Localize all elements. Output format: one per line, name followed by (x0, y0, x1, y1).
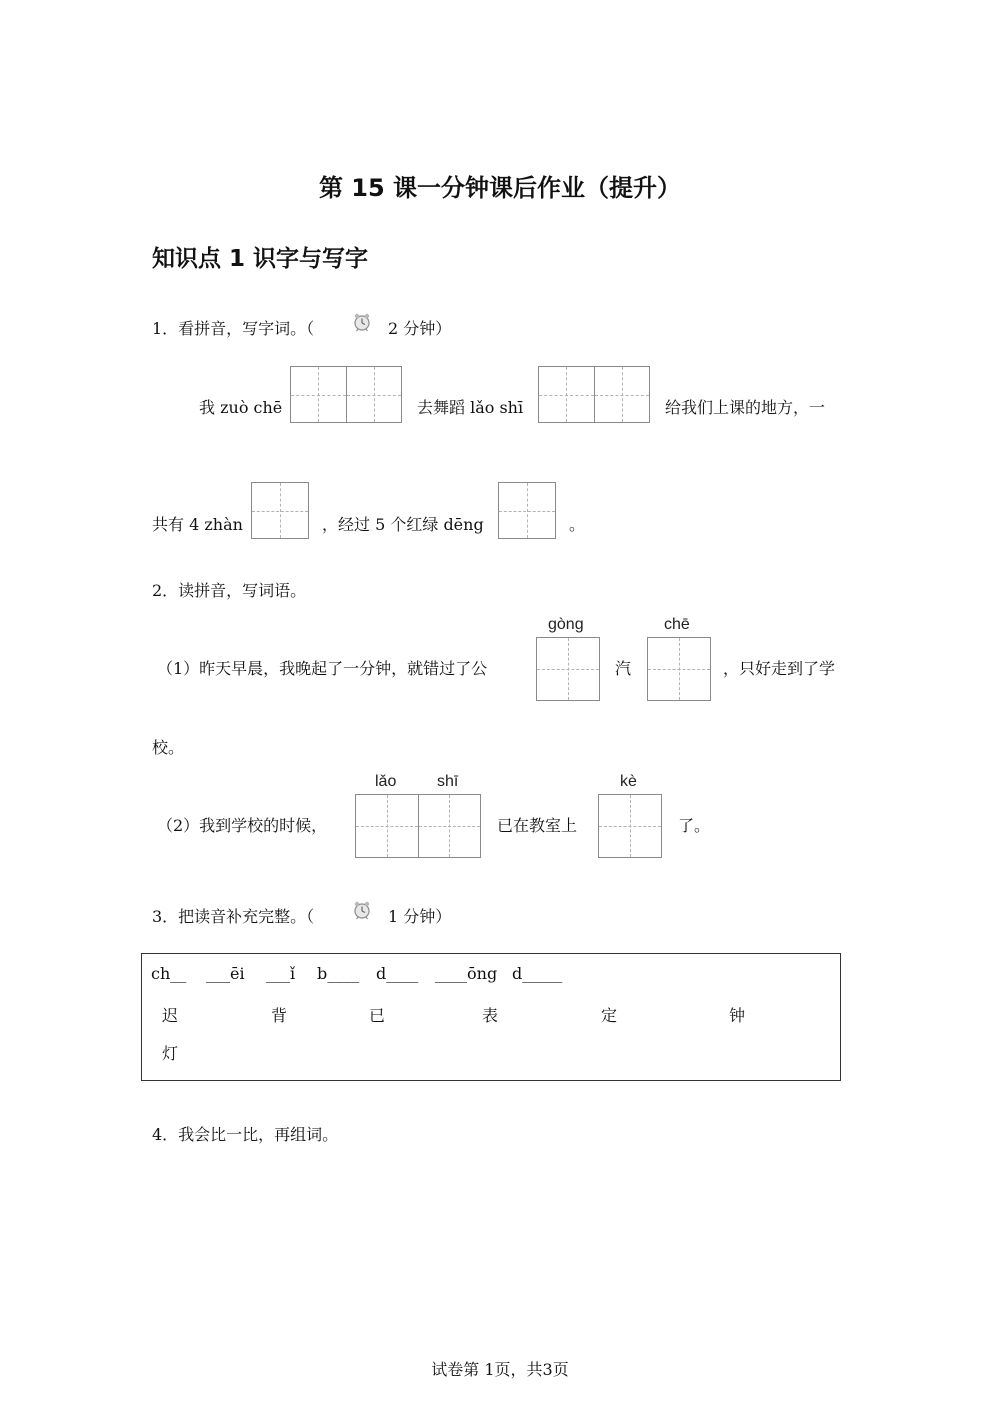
char-label: 灯 (162, 1044, 179, 1063)
q2-s1-text: （1）昨天早晨，我晚起了一分钟，就错过了公 (157, 659, 488, 678)
char-label: 表 (482, 1006, 499, 1025)
q4-label: 4．我会比一比，再组词。 (152, 1125, 339, 1144)
q1-text-3: 给我们上课的地方，一 (665, 398, 826, 417)
page-footer: 试卷第 1页，共3页 (431, 1360, 569, 1379)
q1-text-2: 去舞蹈 lǎo shī (417, 398, 524, 417)
q2-s1-cont: 校。 (152, 738, 185, 757)
q2-label: 2．读拼音，写词语。 (152, 581, 307, 600)
char-cell[interactable] (356, 795, 418, 857)
char-cell[interactable] (499, 483, 555, 538)
char-cell[interactable] (539, 367, 594, 422)
char-cell[interactable] (291, 367, 346, 422)
q2-s2-end: 了。 (678, 816, 711, 835)
q1-answer-box-4[interactable] (498, 482, 556, 539)
alarm-clock-icon (352, 312, 372, 332)
char-cell[interactable] (418, 795, 481, 857)
section-heading: 知识点 1 识字与写字 (152, 246, 369, 272)
char-cell[interactable] (594, 367, 650, 422)
q1-text-5: ，经过 5 个红绿 dēng (322, 515, 484, 534)
q2-s1-end: ，只好走到了学 (723, 659, 836, 678)
char-label: 迟 (162, 1006, 179, 1025)
pinyin-label: shī (437, 773, 459, 790)
q2-s1-mid: 汽 (615, 659, 632, 678)
q1-text-6: 。 (569, 515, 586, 534)
q3-label: 3．把读音补充完整。（ (152, 907, 315, 926)
char-cell[interactable] (537, 638, 599, 700)
char-label: 已 (369, 1006, 386, 1025)
q1-time: 2 分钟） (388, 319, 452, 338)
char-label: 钟 (729, 1006, 746, 1025)
pinyin-label: kè (620, 773, 637, 790)
pinyin-blank[interactable]: d____ (376, 964, 419, 983)
char-cell[interactable] (599, 795, 661, 857)
char-label: 定 (601, 1006, 618, 1025)
q2-s2-mid: 已在教室上 (497, 816, 578, 835)
pinyin-blank[interactable]: ch__ (151, 964, 187, 983)
pinyin-blank[interactable]: b____ (317, 964, 360, 983)
q1-text-1: 我 zuò chē (199, 398, 283, 417)
pinyin-label: lǎo (375, 773, 397, 790)
char-cell[interactable] (648, 638, 710, 700)
q2-answer-box-4[interactable] (598, 794, 662, 858)
char-cell[interactable] (346, 367, 402, 422)
q1-label: 1．看拼音，写字词。（ (152, 319, 315, 338)
pinyin-blank[interactable]: ___ēi (206, 964, 245, 983)
q2-answer-box-2[interactable] (647, 637, 711, 701)
pinyin-blank[interactable]: d_____ (512, 964, 563, 983)
q2-answer-box-3[interactable] (355, 794, 481, 858)
char-label: 背 (271, 1006, 288, 1025)
page-title: 第 15 课一分钟课后作业（提升） (318, 174, 682, 202)
pinyin-label: gòng (548, 616, 584, 633)
pinyin-blank[interactable]: ___ǐ (266, 964, 296, 983)
q3-time: 1 分钟） (388, 907, 452, 926)
alarm-clock-icon (352, 900, 372, 920)
q1-text-4: 共有 4 zhàn (152, 515, 243, 534)
q2-answer-box-1[interactable] (536, 637, 600, 701)
q1-answer-box-1[interactable] (290, 366, 402, 423)
pinyin-label: chē (664, 616, 690, 633)
char-cell[interactable] (252, 483, 308, 538)
q1-answer-box-3[interactable] (251, 482, 309, 539)
q1-answer-box-2[interactable] (538, 366, 650, 423)
pinyin-blank[interactable]: ____ōng (435, 964, 498, 983)
q2-s2-text: （2）我到学校的时候， (157, 816, 328, 835)
